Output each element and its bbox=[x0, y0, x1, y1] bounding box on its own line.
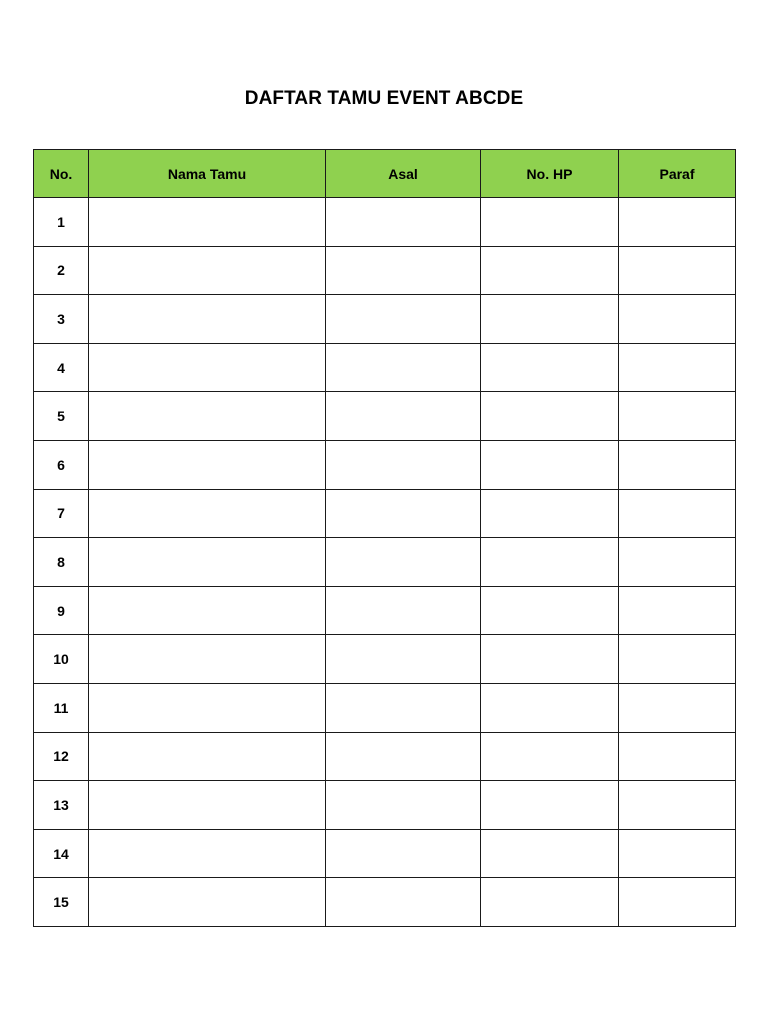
paraf-cell bbox=[619, 683, 736, 732]
no-hp-cell bbox=[481, 489, 619, 538]
table-row bbox=[34, 198, 736, 247]
paraf-cell bbox=[619, 732, 736, 781]
no-hp-cell bbox=[481, 343, 619, 392]
paraf-cell bbox=[619, 440, 736, 489]
asal-cell bbox=[326, 440, 481, 489]
nama-tamu-cell bbox=[89, 440, 326, 489]
asal-cell bbox=[326, 586, 481, 635]
asal-cell bbox=[326, 829, 481, 878]
header-row bbox=[34, 150, 736, 198]
nama-tamu-cell bbox=[89, 246, 326, 295]
nama-tamu-cell bbox=[89, 878, 326, 927]
no-hp-cell bbox=[481, 829, 619, 878]
row-number-cell: 12 bbox=[34, 732, 89, 781]
table-row bbox=[34, 878, 736, 927]
no-hp-cell bbox=[481, 392, 619, 441]
asal-cell bbox=[326, 246, 481, 295]
no-hp-cell bbox=[481, 586, 619, 635]
table-row bbox=[34, 635, 736, 684]
row-number-cell: 15 bbox=[34, 878, 89, 927]
asal-cell bbox=[326, 635, 481, 684]
header-no: No. bbox=[34, 150, 89, 198]
no-hp-cell bbox=[481, 198, 619, 247]
row-number-cell: 1 bbox=[34, 198, 89, 247]
row-number-cell: 3 bbox=[34, 295, 89, 344]
nama-tamu-cell bbox=[89, 781, 326, 830]
table-row bbox=[34, 538, 736, 587]
asal-cell bbox=[326, 538, 481, 587]
paraf-cell bbox=[619, 635, 736, 684]
nama-tamu-cell bbox=[89, 538, 326, 587]
header-paraf: Paraf bbox=[619, 150, 736, 198]
nama-tamu-cell bbox=[89, 683, 326, 732]
paraf-cell bbox=[619, 538, 736, 587]
row-number-cell: 2 bbox=[34, 246, 89, 295]
no-hp-cell bbox=[481, 538, 619, 587]
table-row bbox=[34, 683, 736, 732]
page-title: DAFTAR TAMU EVENT ABCDE bbox=[244, 88, 524, 109]
nama-tamu-cell bbox=[89, 829, 326, 878]
paraf-cell bbox=[619, 829, 736, 878]
header-nama-tamu: Nama Tamu bbox=[89, 150, 326, 198]
nama-tamu-cell bbox=[89, 732, 326, 781]
table-row bbox=[34, 246, 736, 295]
paraf-cell bbox=[619, 878, 736, 927]
row-number-cell: 14 bbox=[34, 829, 89, 878]
asal-cell bbox=[326, 732, 481, 781]
nama-tamu-cell bbox=[89, 635, 326, 684]
asal-cell bbox=[326, 392, 481, 441]
nama-tamu-cell bbox=[89, 586, 326, 635]
no-hp-cell bbox=[481, 732, 619, 781]
no-hp-cell bbox=[481, 440, 619, 489]
paraf-cell bbox=[619, 198, 736, 247]
paraf-cell bbox=[619, 586, 736, 635]
row-number-cell: 13 bbox=[34, 781, 89, 830]
no-hp-cell bbox=[481, 635, 619, 684]
nama-tamu-cell bbox=[89, 489, 326, 538]
no-hp-cell bbox=[481, 295, 619, 344]
table-row bbox=[34, 781, 736, 830]
no-hp-cell bbox=[481, 683, 619, 732]
asal-cell bbox=[326, 683, 481, 732]
nama-tamu-cell bbox=[89, 198, 326, 247]
header-asal: Asal bbox=[326, 150, 481, 198]
asal-cell bbox=[326, 198, 481, 247]
table-row bbox=[34, 489, 736, 538]
nama-tamu-cell bbox=[89, 392, 326, 441]
no-hp-cell bbox=[481, 246, 619, 295]
paraf-cell bbox=[619, 392, 736, 441]
asal-cell bbox=[326, 781, 481, 830]
asal-cell bbox=[326, 295, 481, 344]
row-number-cell: 9 bbox=[34, 586, 89, 635]
row-number-cell: 11 bbox=[34, 683, 89, 732]
row-number-cell: 5 bbox=[34, 392, 89, 441]
paraf-cell bbox=[619, 295, 736, 344]
no-hp-cell bbox=[481, 878, 619, 927]
table-row bbox=[34, 732, 736, 781]
paraf-cell bbox=[619, 489, 736, 538]
paraf-cell bbox=[619, 781, 736, 830]
paraf-cell bbox=[619, 343, 736, 392]
row-number-cell: 8 bbox=[34, 538, 89, 587]
table-header bbox=[34, 150, 736, 198]
table-row bbox=[34, 829, 736, 878]
nama-tamu-cell bbox=[89, 295, 326, 344]
table-row bbox=[34, 392, 736, 441]
no-hp-cell bbox=[481, 781, 619, 830]
table-row bbox=[34, 343, 736, 392]
row-number-cell: 6 bbox=[34, 440, 89, 489]
asal-cell bbox=[326, 343, 481, 392]
table-row bbox=[34, 440, 736, 489]
table-body bbox=[34, 198, 736, 927]
row-number-cell: 10 bbox=[34, 635, 89, 684]
asal-cell bbox=[326, 489, 481, 538]
nama-tamu-cell bbox=[89, 343, 326, 392]
table-row bbox=[34, 295, 736, 344]
table-row bbox=[34, 586, 736, 635]
asal-cell bbox=[326, 878, 481, 927]
header-no-hp: No. HP bbox=[481, 150, 619, 198]
row-number-cell: 4 bbox=[34, 343, 89, 392]
row-number-cell: 7 bbox=[34, 489, 89, 538]
paraf-cell bbox=[619, 246, 736, 295]
guest-list-table bbox=[33, 149, 736, 927]
